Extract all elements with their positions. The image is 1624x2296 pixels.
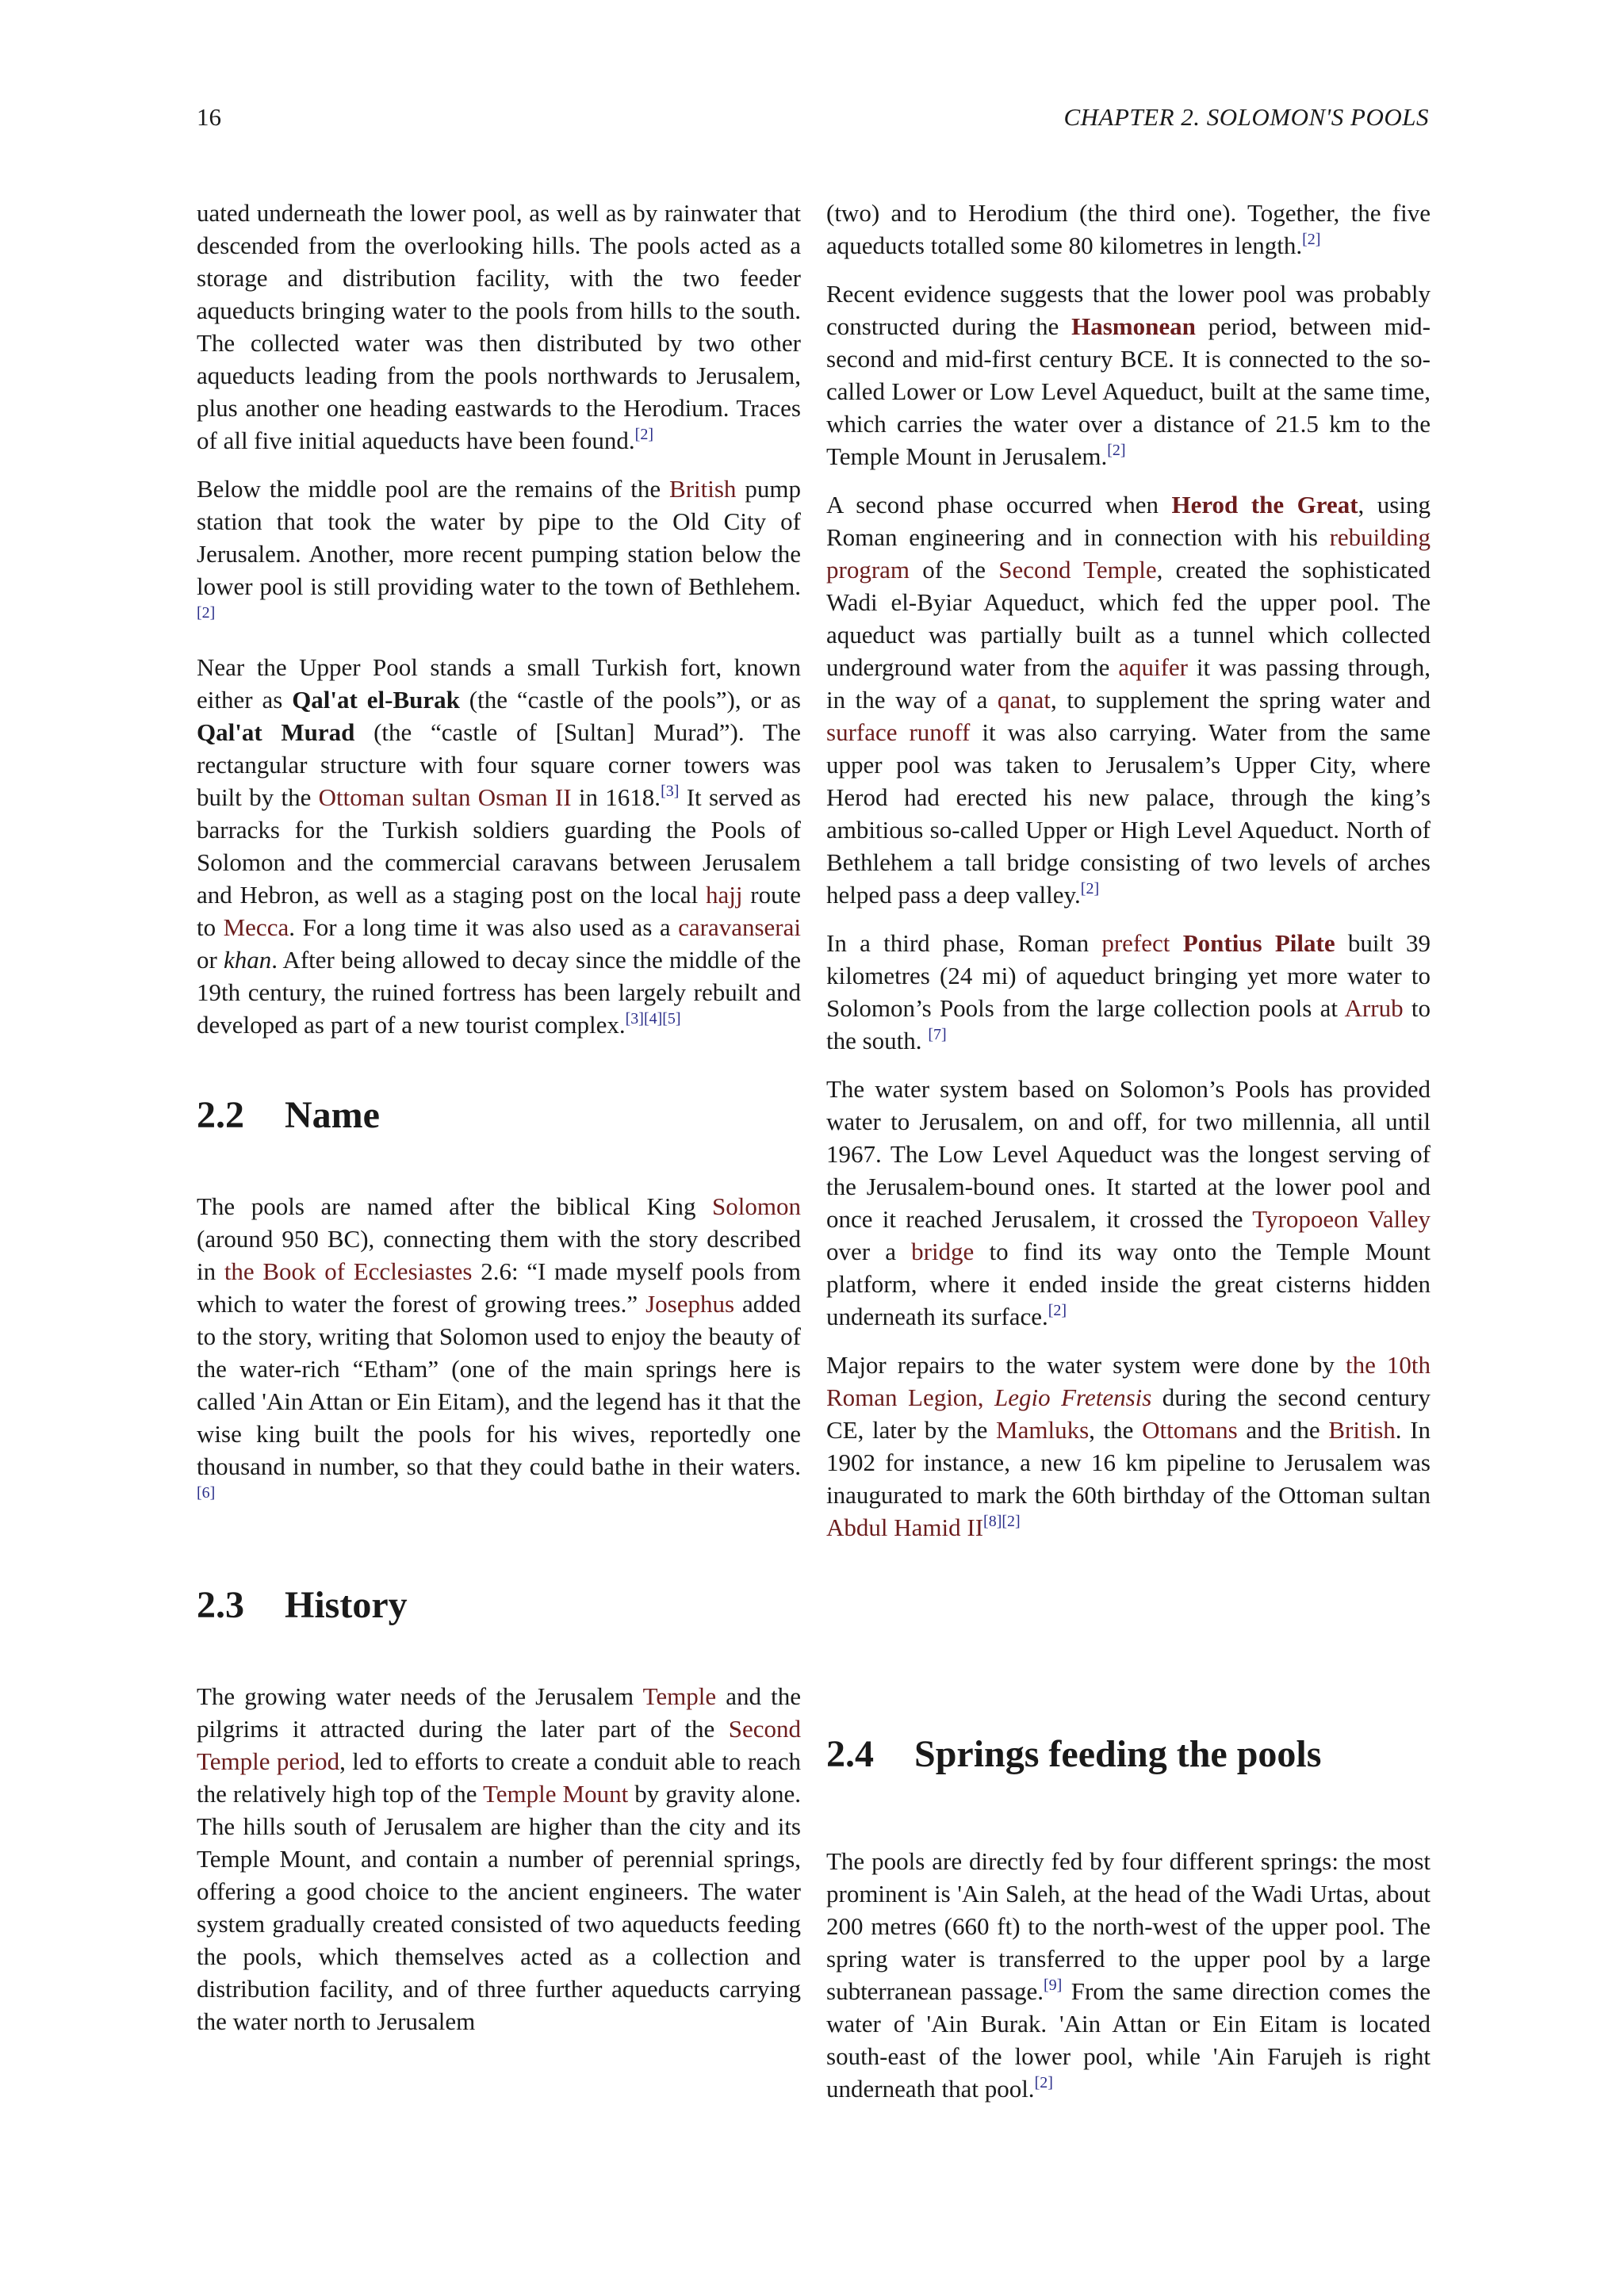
- paragraph: The pools are directly fed by four different springs: the most prominent is 'Ain Saleh, at the head of the Wadi Urtas, about 200 metres (660 ft) to the north-west of the upper pool. The spring water is transferred to the upper pool by a large subterranean passage.[9] From the same direction comes the water of 'Ain Burak. 'Ain Attan or Ein Eitam is located south-east of the lower pool, while 'Ain Farujeh is right underneath that pool.[2]: [826, 1847, 1431, 2103]
- paragraph: Recent evidence suggests that the lower pool was probably constructed during the Hasmonean period, between mid-second and mid-first century BCE. It is connected to the so-called Lower or Low Level Aqueduct, built at the same time, which carries the water over a distance of 21.5 km to the Temple Mount in Jerusalem.[2]: [826, 280, 1431, 470]
- link-10th-roman-legion[interactable]: the 10th Roman Legion, Legio Fretensis: [826, 1351, 1431, 1411]
- link-solomon[interactable]: Solomon: [712, 1192, 801, 1220]
- left-column: [197, 197, 801, 2053]
- link-hajj[interactable]: hajj: [706, 881, 743, 909]
- link-ottoman-sultan-osman-ii[interactable]: Ottoman sultan Osman II: [318, 783, 572, 811]
- link-bridge[interactable]: bridge: [911, 1238, 975, 1265]
- link-temple[interactable]: Temple: [642, 1682, 717, 1710]
- citation-4[interactable]: [4]: [643, 1010, 663, 1027]
- link-rebuilding-program[interactable]: rebuilding program: [826, 523, 1431, 584]
- citation-2[interactable]: [2]: [1048, 1302, 1067, 1319]
- running-header: CHAPTER 2. SOLOMON'S POOLS: [1063, 103, 1429, 131]
- citation-6[interactable]: [6]: [197, 1484, 216, 1502]
- paragraph: (two) and to Herodium (the third one). Together, the five aqueducts totalled some 80 kilometres in length.[2]: [826, 199, 1431, 259]
- link-tyropoeon-valley[interactable]: Tyropoeon Valley: [1252, 1205, 1431, 1233]
- paragraph: uated underneath the lower pool, as well as by rainwater that descended from the overlooking hills. The pools acted as a storage and distribution facility, with the two feeder aqueducts bringing water to the pools from hills to the south. The collected water was then distributed by two other aqueducts leading from the pools northwards to Jerusalem, plus another one heading eastwards to the Herodium. Traces of all five initial aqueducts have been found.[2]: [197, 199, 801, 454]
- link-book-of-ecclesiastes[interactable]: the Book of Ecclesiastes: [224, 1257, 473, 1285]
- link-surface-runoff[interactable]: surface runoff: [826, 718, 971, 746]
- link-mamluks[interactable]: Mamluks: [996, 1416, 1090, 1444]
- paragraph: In a third phase, Roman prefect Pontius Pilate built 39 kilometres (24 mi) of aqueduct bringing yet more water to Solomon’s Pools from the large collection pools at Arrub to the south. [7]: [826, 929, 1431, 1054]
- paragraph: The water system based on Solomon’s Pools has provided water to Jerusalem, on and off, for two millennia, all until 1967. The Low Level Aqueduct was the longest serving of the Jerusalem-bound ones. It started at the lower pool and once it reached Jerusalem, it crossed the Tyropoeon Valley over a bridge to find its way onto the Temple Mount platform, where it ended inside the great cisterns hidden underneath its surface.[2]: [826, 1075, 1431, 1330]
- citation-2[interactable]: [2]: [1107, 442, 1126, 459]
- citation-2[interactable]: [2]: [1002, 1513, 1021, 1530]
- citation-9[interactable]: [9]: [1043, 1976, 1063, 1994]
- link-second-temple[interactable]: Second Temple: [998, 556, 1157, 584]
- paragraph: A second phase occurred when Herod the Great, using Roman engineering and in connection with his rebuilding program of the Second Temple, created the sophisticated Wadi el-Byiar Aqueduct, which fed the upper pool. The aqueduct was partially built as a tunnel which collected underground water from the aquifer it was passing through, in the way of a qanat, to supplement the spring water and surface runoff it was also carrying. Water from the same upper pool was taken to Jerusalem’s Upper City, where Herod had erected his new palace, through the king’s ambitious so-called Upper or High Level Aqueduct. North of Bethlehem a tall bridge consisting of two levels of arches helped pass a deep valley.[2]: [826, 491, 1431, 909]
- citation-2[interactable]: [2]: [1302, 231, 1321, 248]
- page-number: 16: [197, 103, 221, 131]
- paragraph: Major repairs to the water system were done by the 10th Roman Legion, Legio Fretensis during the second century CE, later by the Mamluks, the Ottomans and the British. In 1902 for instance, a new 16 km pipeline to Jerusalem was inaugurated to mark the 60th birthday of the Ottoman sultan Abdul Hamid II[8][2]: [826, 1351, 1431, 1541]
- link-british[interactable]: British: [669, 475, 737, 503]
- citation-2[interactable]: [2]: [1034, 2074, 1053, 2091]
- section-heading-name: 2.2 Name: [197, 1094, 380, 1136]
- link-mecca[interactable]: Mecca: [223, 913, 289, 941]
- link-prefect[interactable]: prefect: [1101, 929, 1170, 957]
- citation-8[interactable]: [8]: [983, 1513, 1002, 1530]
- citation-2[interactable]: [2]: [634, 426, 653, 443]
- citation-5[interactable]: [5]: [662, 1010, 681, 1027]
- citation-2[interactable]: [2]: [1080, 880, 1100, 897]
- paragraph: The pools are named after the biblical King Solomon (around 950 BC), connecting them with the story described in the Book of Ecclesiastes 2.6: “I made myself pools from which to water the forest of growing trees.” Josephus added to the story, writing that Solomon used to enjoy the beauty of the water-rich “Etham” (one of the main springs here is called 'Ain Attan or Ein Eitam), and the legend has it that the wise king built the pools for his wives, reportedly one thousand in number, so that they could bathe in their waters.[6]: [197, 1192, 802, 1502]
- bold-term: Qal'at el-Burak: [292, 686, 460, 714]
- link-hasmonean[interactable]: Hasmonean: [1071, 312, 1196, 340]
- paragraph: Near the Upper Pool stands a small Turkish fort, known either as Qal'at el-Burak (the “castle of the pools”), or as Qal'at Murad (the “castle of [Sultan] Murad”). The rectangular structure with four square corner towers was built by the Ottoman sultan Osman II in 1618.[3] It served as barracks for the Turkish soldiers guarding the Pools of Solomon and the commercial caravans between Jerusalem and Hebron, as well as a staging post on the local hajj route to Mecca. For a long time it was also used as a caravanserai or khan. After being allowed to decay since the middle of the 19th century, the ruined fortress has been largely rebuilt and developed as part of a new tourist complex.[3][4][5]: [197, 653, 801, 1039]
- section-heading-springs: 2.4 Springs feeding the pools: [826, 1733, 1322, 1775]
- link-temple-mount[interactable]: Temple Mount: [482, 1780, 629, 1808]
- link-qanat[interactable]: qanat: [997, 686, 1051, 714]
- link-herod-the-great[interactable]: Herod the Great: [1171, 491, 1358, 519]
- paragraph: Below the middle pool are the remains of the British pump station that took the water by pipe to the Old City of Jerusalem. Another, more recent pumping station below the lower pool is still providing water to the town of Bethlehem.[2]: [197, 475, 801, 622]
- link-josephus[interactable]: Josephus: [645, 1290, 735, 1318]
- link-ottomans[interactable]: Ottomans: [1142, 1416, 1238, 1444]
- paragraph: The growing water needs of the Jerusalem Temple and the pilgrims it attracted during the later part of the Second Temple period, led to efforts to create a conduit able to reach the relatively high top of the Temple Mount by gravity alone. The hills south of Jerusalem are higher than the city and its Temple Mount, and contain a number of perennial springs, offering a good choice to the ancient engineers. The water system gradually created consisted of two aqueducts feeding the pools, which themselves acted as a collection and distribution facility, and of three further aqueducts carrying the water north to Jerusalem: [197, 1682, 801, 2035]
- link-british[interactable]: British: [1328, 1416, 1396, 1444]
- section-heading-history: 2.3 History: [197, 1584, 408, 1626]
- link-arrub[interactable]: Arrub: [1344, 994, 1404, 1022]
- link-abdul-hamid-ii[interactable]: Abdul Hamid II: [826, 1513, 984, 1541]
- link-second-temple-period[interactable]: Second Temple period: [197, 1715, 801, 1775]
- link-caravanserai[interactable]: caravanserai: [678, 913, 801, 941]
- link-aquifer[interactable]: aquifer: [1118, 653, 1188, 681]
- citation-3[interactable]: [3]: [625, 1010, 644, 1027]
- citation-3[interactable]: [3]: [661, 783, 680, 800]
- citation-2[interactable]: [2]: [197, 604, 216, 622]
- link-pontius-pilate[interactable]: Pontius Pilate: [1182, 929, 1335, 957]
- bold-term: Qal'at Murad: [197, 718, 355, 746]
- citation-7[interactable]: [7]: [928, 1026, 947, 1043]
- right-column: [826, 197, 1431, 2121]
